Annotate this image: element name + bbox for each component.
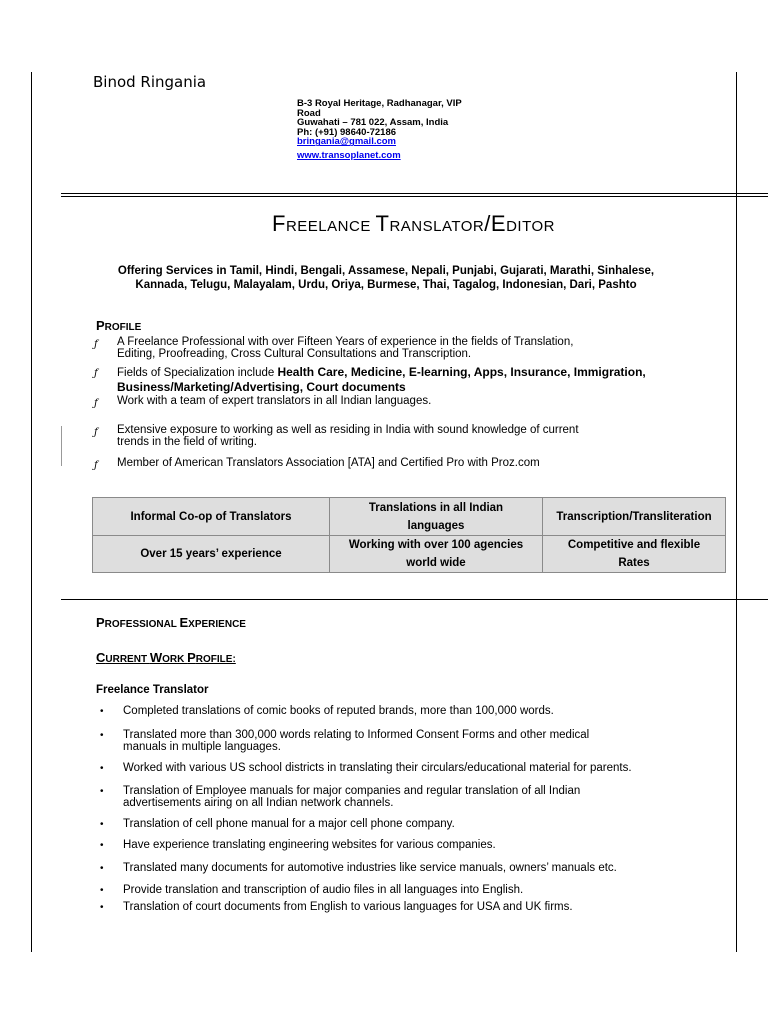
table-row	[93, 498, 726, 536]
profile-item-line	[117, 366, 674, 381]
title-smallcaps: REELANCE	[285, 218, 376, 235]
cell-text: languages	[407, 519, 465, 532]
profile-item	[117, 366, 674, 394]
services-line: Kannada, Telugu, Malayalam, Urdu, Oriya, Burmese, Thai, Tagalog, Indonesian, Dari, Pashto	[135, 279, 637, 291]
heading-smallcaps: ORK	[162, 654, 188, 665]
bullet-icon: •	[100, 863, 104, 874]
email-link[interactable]: bringania@gmail.com	[297, 136, 397, 148]
cell-text: Over 15 years’ experience	[140, 548, 282, 560]
cell-text: Transcription/Transliteration	[556, 510, 712, 523]
profile-item: Work with a team of expert translators in all Indian languages.	[117, 395, 432, 407]
bullet-icon: ƒ	[94, 427, 98, 438]
role-title: Freelance Translator	[96, 684, 209, 696]
table-cell	[93, 536, 330, 573]
profile-item: Member of American Translators Association [ATA] and Certified Pro with Proz.com	[117, 457, 540, 469]
experience-item-line: Translation of Employee manuals for major companies and regular translation of all Indian	[123, 785, 581, 797]
left-margin-line	[31, 72, 32, 952]
bullet-icon: ƒ	[94, 368, 98, 379]
heading-cap: P	[96, 615, 105, 630]
table-cell	[543, 536, 726, 573]
bullet-icon: •	[100, 763, 104, 774]
bullet-icon: •	[100, 730, 104, 741]
experience-item: Worked with various US school districts in translating their circulars/educational material for parents.	[123, 762, 632, 774]
heading-smallcaps: ROFILE	[104, 322, 142, 333]
header-rule-bottom	[61, 196, 768, 197]
experience-item: Have experience translating engineering websites for various companies.	[123, 839, 496, 851]
title-cap: /E	[484, 211, 507, 236]
bullet-icon: ƒ	[94, 460, 98, 471]
title-cap: F	[272, 211, 286, 236]
experience-item: Translated many documents for automotive industries like service manuals, owners’ manuals etc.	[123, 862, 617, 874]
experience-heading	[96, 615, 246, 630]
table-row	[93, 536, 726, 573]
experience-item	[123, 786, 666, 809]
section-rule	[61, 599, 768, 600]
bullet-icon: •	[100, 819, 104, 830]
profile-item-line: Editing, Proofreading, Cross Cultural Consultations and Transcription.	[117, 347, 472, 360]
profile-item	[117, 425, 674, 448]
heading-cap: P	[96, 318, 105, 333]
address-line: Guwahati – 781 022, Assam, India	[297, 117, 449, 129]
current-work-heading	[96, 650, 236, 665]
candidate-name: Binod Ringania	[93, 73, 207, 91]
specialization-list: Business/Marketing/Advertising, Court documents	[117, 379, 406, 394]
experience-item: Translation of court documents from English to various languages for USA and UK firms.	[123, 901, 573, 913]
specialization-list: Health Care, Medicine, E-learning, Apps, Insurance, Immigration,	[277, 365, 646, 379]
bullet-icon: •	[100, 902, 104, 913]
address-line: B-3 Royal Heritage, Radhanagar, VIP	[297, 98, 462, 109]
cell-text: Competitive and flexible	[567, 539, 701, 551]
table-cell	[93, 498, 330, 536]
heading-smallcaps: ROFESSIONAL	[104, 619, 180, 630]
heading-smallcaps: ROFILE:	[195, 654, 236, 665]
profile-item-line: trends in the field of writing.	[117, 435, 257, 448]
bullet-icon: ƒ	[94, 398, 98, 409]
left-margin-stub	[61, 426, 62, 466]
table-cell	[330, 536, 543, 573]
cell-text: Informal Co-op of Translators	[130, 510, 292, 523]
cell-text: world wide	[406, 557, 466, 569]
phone-number: Ph: (+91) 98640-72186	[297, 126, 397, 138]
right-margin-line	[736, 72, 737, 952]
services-statement	[94, 264, 678, 292]
services-line: Offering Services in Tamil, Hindi, Bengali, Assamese, Nepali, Punjabi, Gujarati, Marathi, Sinhalese,	[117, 265, 655, 277]
title-cap: T	[375, 211, 390, 236]
bullet-icon: •	[100, 786, 104, 797]
cell-text: Rates	[618, 557, 650, 569]
experience-item: Completed translations of comic books of reputed brands, more than 100,000 words.	[123, 705, 554, 717]
profile-item-line: A Freelance Professional with over Fifteen Years of experience in the fields of Translation,	[117, 336, 574, 348]
contact-block	[297, 99, 482, 161]
table-cell	[543, 498, 726, 536]
heading-cap: C	[96, 650, 106, 665]
experience-item: Translation of cell phone manual for a major cell phone company.	[123, 818, 455, 830]
table-cell	[330, 498, 543, 536]
cell-text: Translations in all Indian	[368, 501, 504, 514]
heading-cap: P	[187, 650, 196, 665]
profile-item-text: Fields of Specialization include	[117, 367, 278, 379]
heading-smallcaps: URRENT	[105, 654, 150, 665]
address-line: Road	[297, 107, 321, 119]
experience-item-line: advertisements airing on all Indian network channels.	[123, 796, 394, 809]
highlights-table	[92, 497, 726, 573]
experience-item-line: manuals in multiple languages.	[123, 740, 281, 753]
heading-smallcaps: XPERIENCE	[188, 619, 246, 630]
bullet-icon: •	[100, 706, 104, 717]
experience-item-line: Translated more than 300,000 words relating to Informed Consent Forms and other medical	[123, 729, 590, 741]
cell-text: Working with over 100 agencies	[348, 539, 524, 551]
header-rule-top	[61, 193, 768, 194]
bullet-icon: •	[100, 885, 104, 896]
title-smallcaps: RANSLATOR	[389, 218, 485, 235]
experience-item	[123, 730, 666, 753]
website-link[interactable]: www.transoplanet.com	[297, 149, 401, 161]
experience-item: Provide translation and transcription of audio files in all languages into English.	[123, 884, 524, 896]
profile-item-line: Extensive exposure to working as well as residing in India with sound knowledge of current	[117, 424, 579, 436]
title-smallcaps: DITOR	[506, 218, 555, 235]
profile-item	[117, 337, 674, 360]
profile-heading	[96, 318, 141, 333]
bullet-icon: ƒ	[94, 339, 98, 350]
resume-title	[0, 211, 768, 237]
heading-cap: W	[149, 650, 163, 665]
heading-cap: E	[179, 615, 189, 630]
bullet-icon: •	[100, 840, 104, 851]
